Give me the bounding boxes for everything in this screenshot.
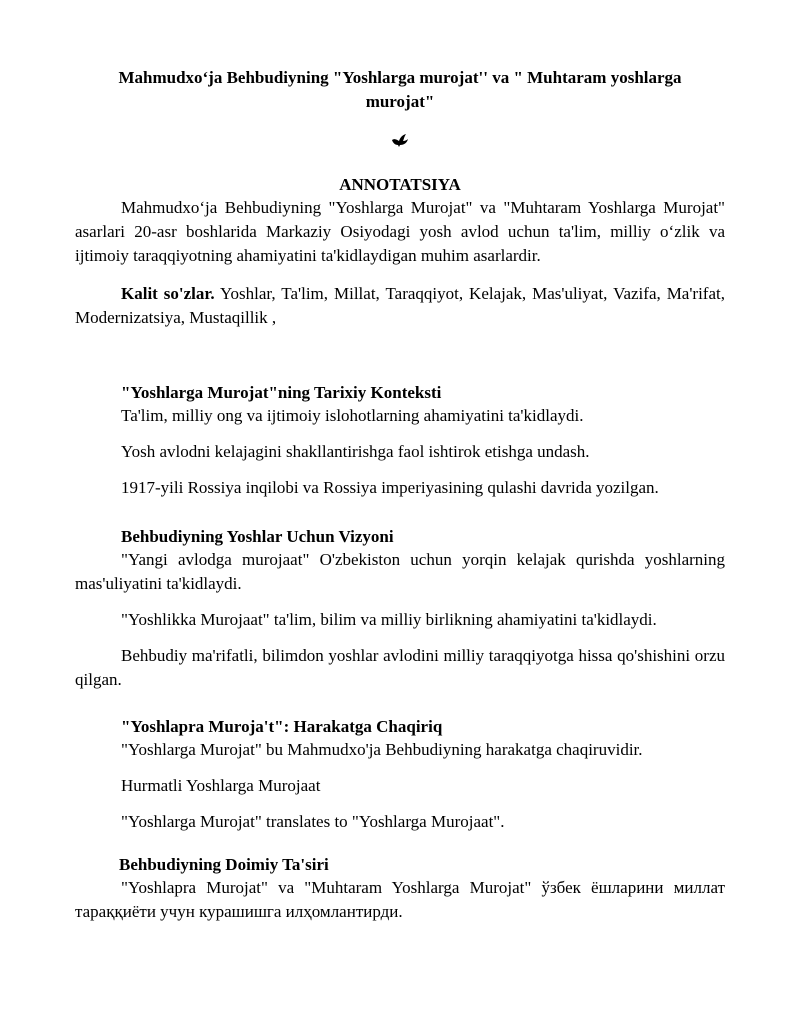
ornament bbox=[75, 134, 725, 154]
section-paragraph: 1917-yili Rossiya inqilobi va Rossiya imperiyasining qulashi davrida yozilgan. bbox=[121, 478, 659, 497]
document-title: Mahmudxo‘ja Behbudiyning "Yoshlarga murojat'' va " Muhtaram yoshlarga murojat" bbox=[118, 68, 682, 111]
keywords-label: Kalit so'zlar. bbox=[121, 284, 215, 303]
section-paragraph: Ta'lim, milliy ong va ijtimoiy islohotlarning ahamiyatini ta'kidlaydi. bbox=[121, 406, 584, 425]
section-paragraph: "Yoshlikka Murojaat" ta'lim, bilim va milliy birlikning ahamiyatini ta'kidlaydi. bbox=[121, 610, 657, 629]
section-paragraph: "Yoshlapra Murojat" va "Muhtaram Yoshlarga Murojat" ўзбек ёшларини миллат тараққиёти учун курашишга илҳомлантирди. bbox=[75, 878, 725, 921]
section-paragraph: Yosh avlodni kelajagini shakllantirishga faol ishtirok etishga undash. bbox=[121, 442, 590, 461]
section-heading: Behbudiyning Doimiy Ta'siri bbox=[119, 855, 329, 874]
keywords-list: Yoshlar, Ta'lim, Millat, Taraqqiyot, Kelajak, Mas'uliyat, Vazifa, Ma'rifat, Modernizatsiya, Mustaqillik , bbox=[75, 284, 725, 327]
section-paragraph: Hurmatli Yoshlarga Murojaat bbox=[121, 776, 321, 795]
section-call-to-action bbox=[75, 716, 725, 834]
dove-icon bbox=[391, 134, 409, 148]
section-vision bbox=[75, 526, 725, 692]
keywords-paragraph bbox=[75, 282, 725, 330]
section-paragraph: "Yoshlarga Murojat" bu Mahmudxo'ja Behbudiyning harakatga chaqiruvidir. bbox=[121, 740, 643, 759]
section-heading: "Yoshlapra Muroja't": Harakatga Chaqiriq bbox=[121, 717, 443, 736]
section-paragraph: "Yangi avlodga murojaat" O'zbekiston uchun yorqin kelajak qurishda yoshlarning mas'uliyatini ta'kidlaydi. bbox=[75, 550, 725, 593]
section-heading: "Yoshlarga Murojat"ning Tarixiy Konteksti bbox=[121, 383, 442, 402]
section-heading: Behbudiyning Yoshlar Uchun Vizyoni bbox=[121, 527, 394, 546]
section-lasting-influence bbox=[75, 854, 725, 924]
section-paragraph: Behbudiy ma'rifatli, bilimdon yoshlar avlodini milliy taraqqiyotga hissa qo'shishini orzu qilgan. bbox=[75, 646, 725, 689]
section-historical-context bbox=[75, 382, 725, 500]
section-paragraph: "Yoshlarga Murojat" translates to "Yoshlarga Murojaat". bbox=[121, 812, 505, 831]
annotation-text: Mahmudxo‘ja Behbudiyning "Yoshlarga Murojat" va "Muhtaram Yoshlarga Murojat" asarlari 20-asr boshlarida Markaziy Osiyodagi yosh avlod uchun ta'lim, milliy o‘zlik va ijtimoiy taraqqiyotning ahamiyatini ta'kidlaydigan muhim asarlardir. bbox=[75, 198, 725, 265]
annotation-heading: ANNOTATSIYA bbox=[339, 175, 461, 194]
